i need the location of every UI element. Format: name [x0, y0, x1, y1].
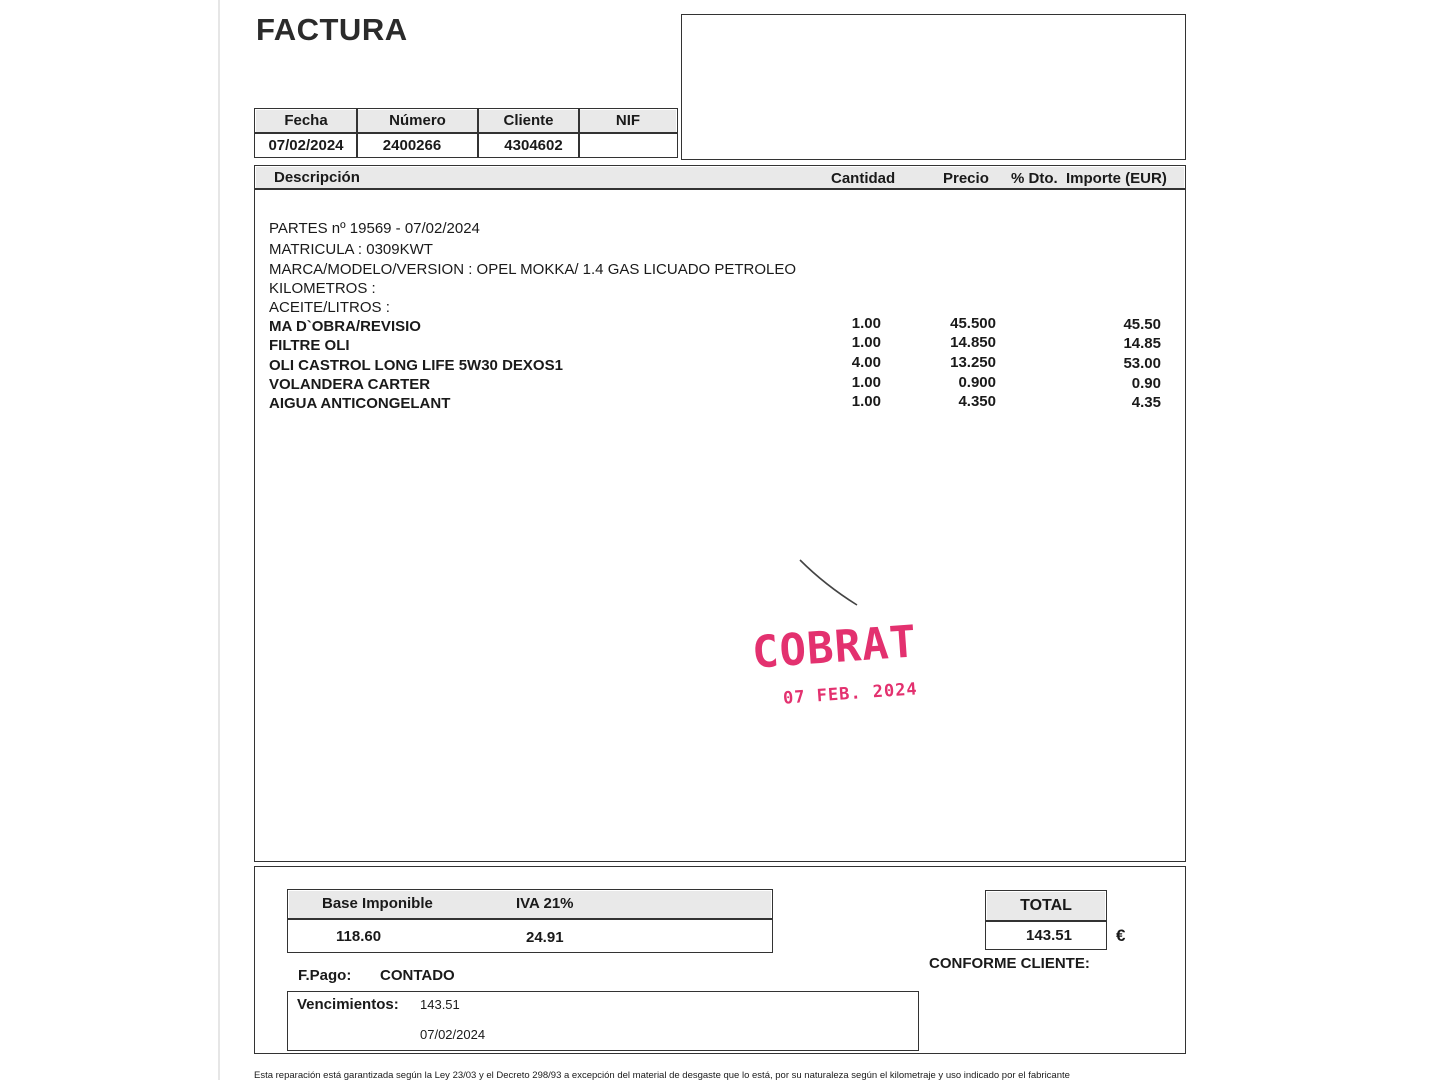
info-aceite: ACEITE/LITROS :: [269, 299, 390, 316]
paid-stamp: COBRAT: [750, 616, 919, 679]
tax-header-divider: [288, 918, 772, 920]
total-value: 143.51: [1026, 927, 1072, 944]
info-kilometros: KILOMETROS :: [269, 280, 376, 297]
header-label-fecha: Fecha: [284, 112, 328, 129]
col-descripcion: Descripción: [274, 169, 360, 186]
item-quantity: 1.00: [851, 393, 881, 410]
item-description: AIGUA ANTICONGELANT: [269, 395, 451, 412]
header-value-cliente: 4304602: [504, 137, 563, 154]
document-title: FACTURA: [256, 12, 408, 47]
header-label-numero: Número: [389, 112, 446, 129]
vencimientos-amount: 143.51: [420, 997, 460, 1012]
item-price: 13.250: [950, 354, 996, 371]
item-quantity: 1.00: [851, 374, 881, 391]
header-value-numero: 2400266: [382, 137, 442, 154]
item-description: FILTRE OLI: [269, 337, 350, 354]
col-precio: Precio: [943, 170, 989, 187]
item-amount: 0.90: [1131, 375, 1161, 392]
vencimientos-label: Vencimientos:: [297, 996, 399, 1013]
header-label-nif: NIF: [615, 112, 641, 129]
item-quantity: 4.00: [851, 354, 881, 371]
iva-label: IVA 21%: [516, 895, 574, 912]
item-description: MA D`OBRA/REVISIO: [269, 318, 421, 335]
header-label-cliente: Cliente: [503, 112, 554, 129]
info-partes: PARTES nº 19569 - 07/02/2024: [269, 220, 480, 237]
client-address-box: [681, 14, 1186, 160]
header-value-fecha: 07/02/2024: [268, 137, 344, 154]
item-price: 0.900: [958, 374, 996, 391]
page-left-edge: [218, 0, 220, 1080]
fpago-value: CONTADO: [380, 967, 455, 984]
info-marca-modelo: MARCA/MODELO/VERSION : OPEL MOKKA/ 1.4 GAS LICUADO PETROLEO: [269, 261, 797, 278]
base-imponible-label: Base Imponible: [322, 895, 433, 912]
item-amount: 14.85: [1123, 335, 1161, 352]
item-price: 45.500: [950, 315, 996, 332]
item-description: VOLANDERA CARTER: [269, 376, 431, 393]
item-description: OLI CASTROL LONG LIFE 5W30 DEXOS1: [269, 357, 563, 374]
fpago-label: F.Pago:: [298, 967, 352, 984]
col-cantidad: Cantidad: [831, 170, 896, 187]
pen-stroke: [795, 555, 865, 610]
item-price: 14.850: [950, 334, 996, 351]
item-quantity: 1.00: [851, 315, 881, 332]
col-dto-importe: % Dto. Importe (EUR): [1011, 170, 1167, 187]
item-amount: 45.50: [1123, 316, 1161, 333]
header-row-divider: [255, 132, 677, 134]
item-amount: 4.35: [1131, 394, 1161, 411]
info-matricula: MATRICULA : 0309KWT: [269, 241, 433, 258]
total-header-divider: [986, 920, 1106, 922]
warranty-footer: Esta reparación está garantizada según la Ley 23/03 y el Decreto 298/93 a excepción del material de desgaste que lo está, por su naturaleza según el kilometraje y uso indicado por el fabricante: [254, 1070, 1070, 1081]
paid-stamp-date: 07 FEB. 2024: [782, 679, 919, 709]
total-label: TOTAL: [1020, 897, 1072, 914]
items-header-divider: [255, 188, 1185, 190]
base-imponible-value: 118.60: [336, 928, 382, 945]
iva-value: 24.91: [526, 929, 564, 946]
item-quantity: 1.00: [851, 334, 881, 351]
currency-symbol: €: [1116, 926, 1126, 945]
conforme-cliente: CONFORME CLIENTE:: [929, 955, 1090, 972]
vencimientos-date: 07/02/2024: [420, 1027, 486, 1042]
item-price: 4.350: [958, 393, 996, 410]
item-amount: 53.00: [1123, 355, 1161, 372]
